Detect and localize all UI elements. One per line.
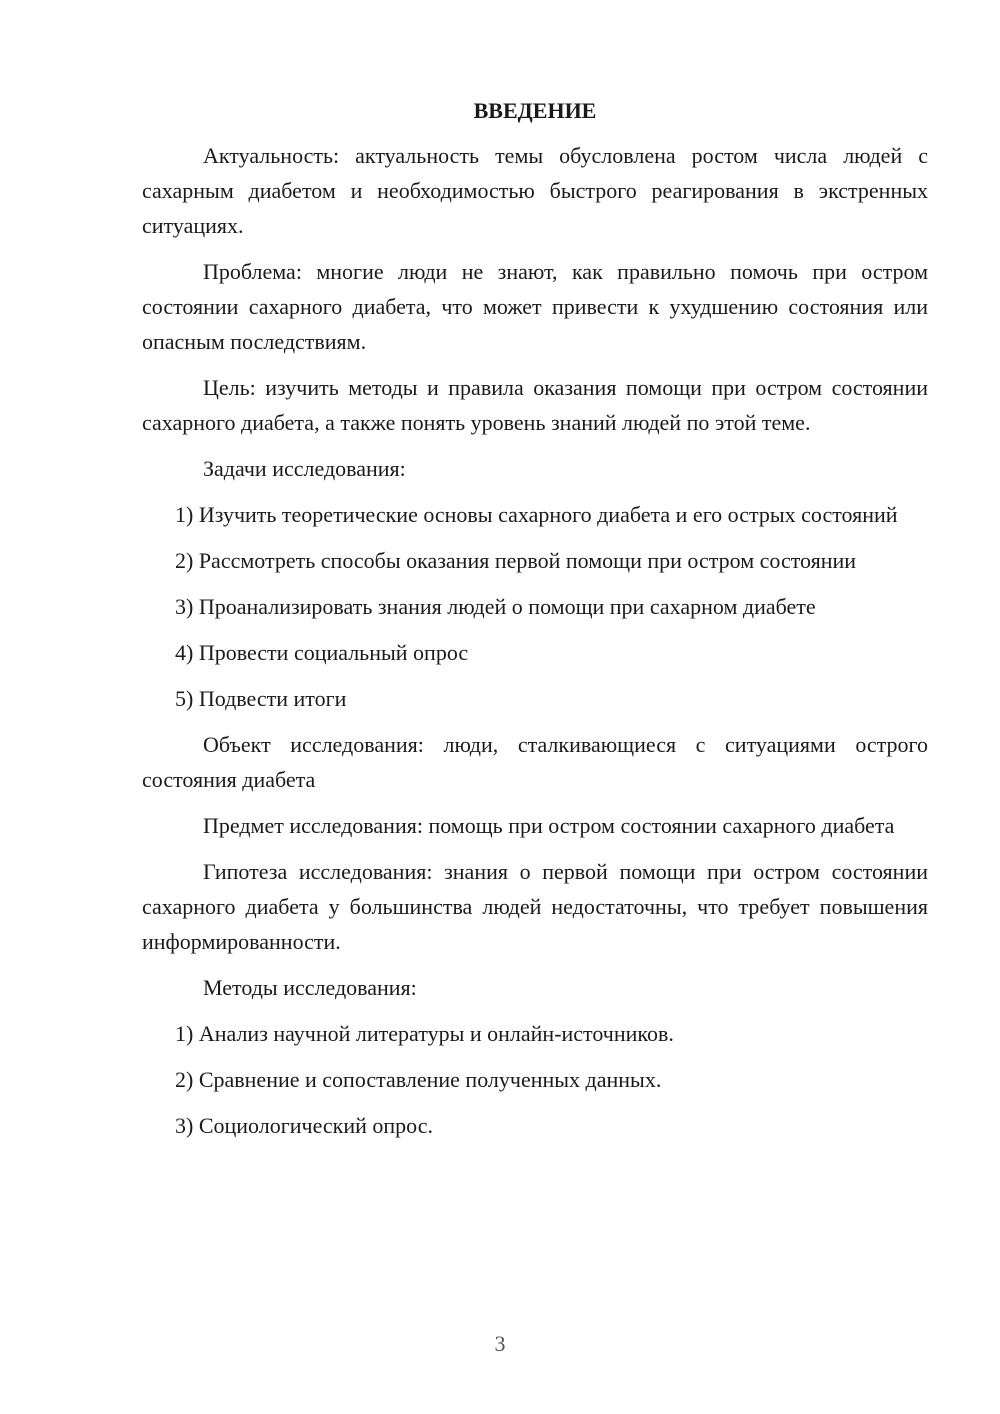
section-title: ВВЕДЕНИЕ: [473, 98, 597, 123]
method-item: 3) Социологический опрос.: [175, 1113, 433, 1138]
document-body: [142, 93, 928, 1154]
task-item: 2) Рассмотреть способы оказания первой помощи при остром состоянии: [175, 548, 857, 573]
task-item: 3) Проанализировать знания людей о помощи при сахарном диабете: [175, 594, 816, 619]
method-item: 1) Анализ научной литературы и онлайн-источников.: [175, 1021, 674, 1046]
problem-paragraph: Проблема: многие люди не знают, как правильно помочь при остром состоянии сахарного диабета, что может привести к ухудшению состояния или опасным последствиям.: [142, 259, 928, 354]
methods-heading: Методы исследования:: [203, 975, 417, 1000]
task-item: 1) Изучить теоретические основы сахарного диабета и его острых состояний: [175, 502, 898, 527]
method-item: 2) Сравнение и сопоставление полученных данных.: [175, 1067, 662, 1092]
tasks-heading: Задачи исследования:: [203, 456, 406, 481]
relevance-paragraph: Актуальность: актуальность темы обусловлена ростом числа людей с сахарным диабетом и необходимостью быстрого реагирования в экстренных ситуациях.: [142, 143, 928, 238]
goal-paragraph: Цель: изучить методы и правила оказания помощи при остром состоянии сахарного диабета, а также понять уровень знаний людей по этой теме.: [142, 375, 928, 435]
page-number: 3: [494, 1331, 506, 1356]
task-item: 4) Провести социальный опрос: [175, 640, 469, 665]
subject-paragraph: Предмет исследования: помощь при остром состоянии сахарного диабета: [203, 813, 895, 838]
object-paragraph: Объект исследования: люди, сталкивающиеся с ситуациями острого состояния диабета: [142, 732, 928, 792]
task-item: 5) Подвести итоги: [175, 686, 347, 711]
hypothesis-paragraph: Гипотеза исследования: знания о первой помощи при остром состоянии сахарного диабета у большинства людей недостаточны, что требует повышения информированности.: [142, 859, 928, 954]
